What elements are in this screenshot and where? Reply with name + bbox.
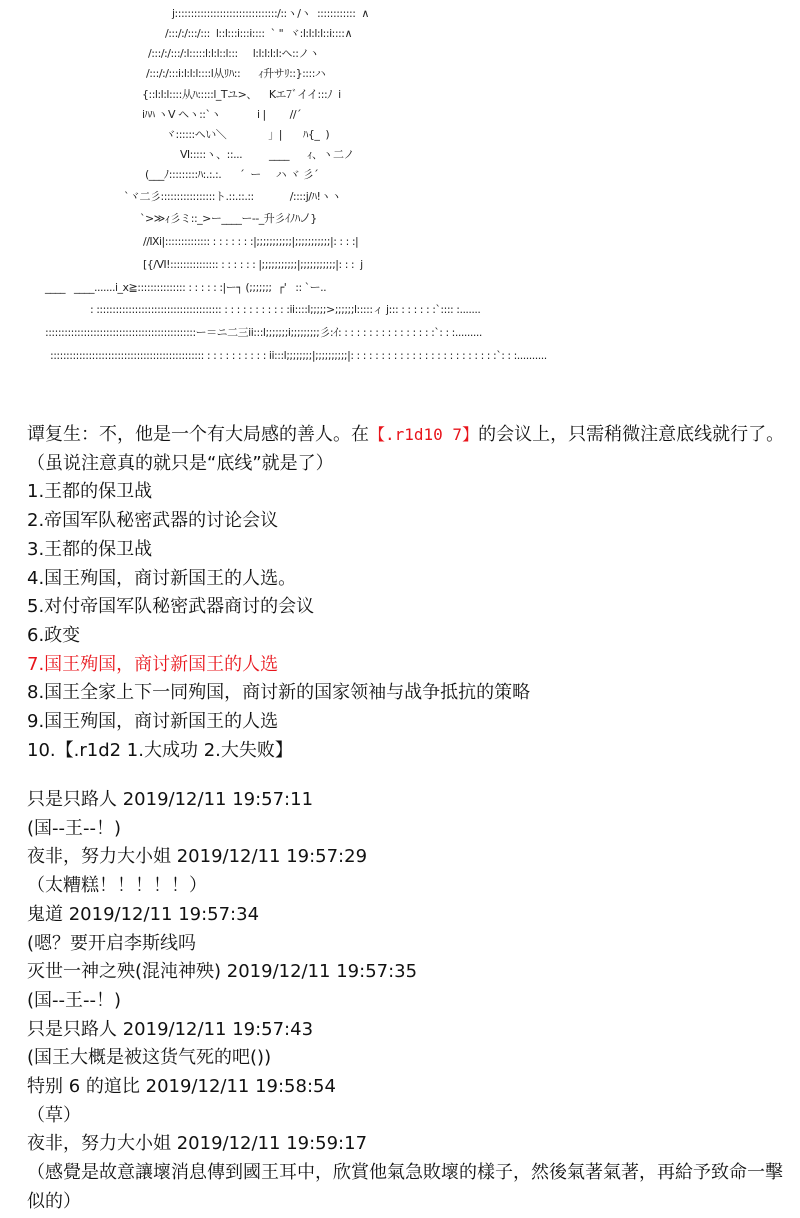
ascii-art-line: :::::::::::::::::::::::::::::::::::::::::::::::: : : : : : : : : : : ii:::l;;;;;;;;|;;;;;;;;;;|: : : : : : : : : : : : : : : : : : : : : : : :`: : :.......... <box>50 349 547 362</box>
ascii-art-line: [{/Ⅵ!::::::::::::::: : : : : : : |;;;;;;;;;;;|;;;;;;;;;;;|: : : j <box>143 258 363 271</box>
ascii-art-line: {::l:l:l::::从ﾊ:::::l_Tユ>、 Kエ7ﾞイイ:::ﾉ i <box>142 88 341 101</box>
option-item: 9.国王殉国，商讨新国王的人选 <box>27 711 279 733</box>
ascii-art-line: (___ﾉ:::::::::ﾊ:.:.:. ´ ー ハ ヾ 彡´ <box>145 168 319 181</box>
comment-header: 只是只路人 2019/12/11 19:57:43 <box>27 1018 314 1040</box>
comment-header: 夜非，努力大小姐 2019/12/11 19:59:17 <box>27 1133 368 1155</box>
comment-header: 特别 6 的逭比 2019/12/11 19:58:54 <box>27 1076 336 1098</box>
ascii-art-line: //Ⅸi|:::::::::::::: : : : : : : :|;;;;;;;;;;;|;;;;;;;;;;;|: : : :| <box>143 235 359 248</box>
ascii-art-line: :::::::::::::::::::::::::::::::::::::::::::::::ー＝ニ二三ii:::l;;;;;;;i;;;;;;;;;彡:ｲ: : : : : : : : : : : : : : : :`: : :......... <box>45 326 482 339</box>
ascii-art-line: ヾ::::::ヘい＼ 」| ﾊ{_ ) <box>165 128 330 141</box>
option-item-selected: 7.国王殉国，商讨新国王的人选 <box>27 653 279 675</box>
comment-body: （太糟糕！！！！！） <box>27 875 207 897</box>
ascii-art-line: /:::/:/:::i:l:l:l::::l从ﾘﾊ:: ｨ升サﾘ::}::::ハ <box>146 67 326 80</box>
comment-body: (嗯？要开启李斯线吗 <box>27 932 197 954</box>
intro-text: 谭复生：不，他是一个有大局感的善人。在 <box>27 424 369 445</box>
ascii-art-line: `ヾ二彡:::::::::::::::::ト.::.::.:: /::::j/ﾊ!ヽヽ <box>124 190 342 203</box>
comment-body: (国王大概是被这货气死的吧()) <box>27 1047 272 1069</box>
option-item: 8.国王全家上下一同殉国，商讨新的国家领袖与战争抵抗的策略 <box>27 682 531 704</box>
comment-header: 只是只路人 2019/12/11 19:57:11 <box>27 789 314 810</box>
ascii-art-line: /:::/:/:::/::: l::l:::i:::i:::: ` " ヾ:l:l:l:l::i::::∧ <box>165 27 353 40</box>
dice-roll: 【.r1d10 7】 <box>369 425 479 444</box>
ascii-art-line: j::::::::::::::::::::::::::::::::/::ヽ/ヽ :::::::::::: ∧ <box>172 7 369 20</box>
post-intro <box>27 421 797 478</box>
ascii-art-line: `>≫ｨ彡ミ::_>ー____ー--_升彡ｲﾉﾊ㇢} <box>140 212 317 225</box>
option-item: 10.【.r1d2 1.大成功 2.大失败】 <box>27 739 293 761</box>
ascii-art <box>0 0 800 400</box>
ascii-art-line: : ::::::::::::::::::::::::::::::::::::::: : : : : : : : : : : :ii::::l;;;;;>;;;;;;l:::::ィ j::: : : : : : :`:::: :....... <box>90 303 481 316</box>
comment-header: 鬼道 2019/12/11 19:57:34 <box>27 903 260 925</box>
comment-list <box>27 786 797 1217</box>
ascii-art-line: Ⅵ:::::ヽ、::... ____ ｨ、ヽ二ノ <box>180 148 355 161</box>
comment-body: (国--王--！) <box>27 817 122 839</box>
option-item: 4.国王殉国，商讨新国王的人选。 <box>27 567 297 589</box>
option-item: 5.对付帝国军队秘密武器商讨的会议 <box>27 596 315 618</box>
option-item: 2.帝国军队秘密武器的讨论会议 <box>27 510 279 532</box>
post-body <box>27 421 797 765</box>
comment-header: 灭世一神之殃(混沌神殃) 2019/12/11 19:57:35 <box>27 961 418 983</box>
ascii-art-line: /:::/:/:::/:l:::::l:l:l::l::: l:l:l:l:l:ヘ::ノヽ <box>148 47 320 60</box>
option-item: 1.王都的保卫战 <box>27 481 153 503</box>
ascii-art-line: iﾊﾊ ヽV ヘヽ::`ヽ i | //´ <box>142 108 302 121</box>
comment-body: (国--王--！) <box>27 989 122 1011</box>
option-item: 6.政变 <box>27 624 81 646</box>
intro-text-continued: 的会议上，只需稍微注意底线就行了。（虽说注意真的就只是“底线”就是了） <box>27 424 785 474</box>
option-item: 3.王都的保卫战 <box>27 538 153 560</box>
ascii-art-line: ____ ____.......i_x≧::::::::::::::: : : : : : :|ー┐ (;;;;;;; ┌' :: `ー.. <box>45 281 327 294</box>
comment-header: 夜非，努力大小姐 2019/12/11 19:57:29 <box>27 846 368 868</box>
comment-body: （草） <box>27 1104 81 1126</box>
comment-body: （感覺是故意讓壞消息傳到國王耳中，欣賞他氣急敗壞的樣子，然後氣著氣著，再給予致命一擊似的） <box>27 1162 783 1212</box>
